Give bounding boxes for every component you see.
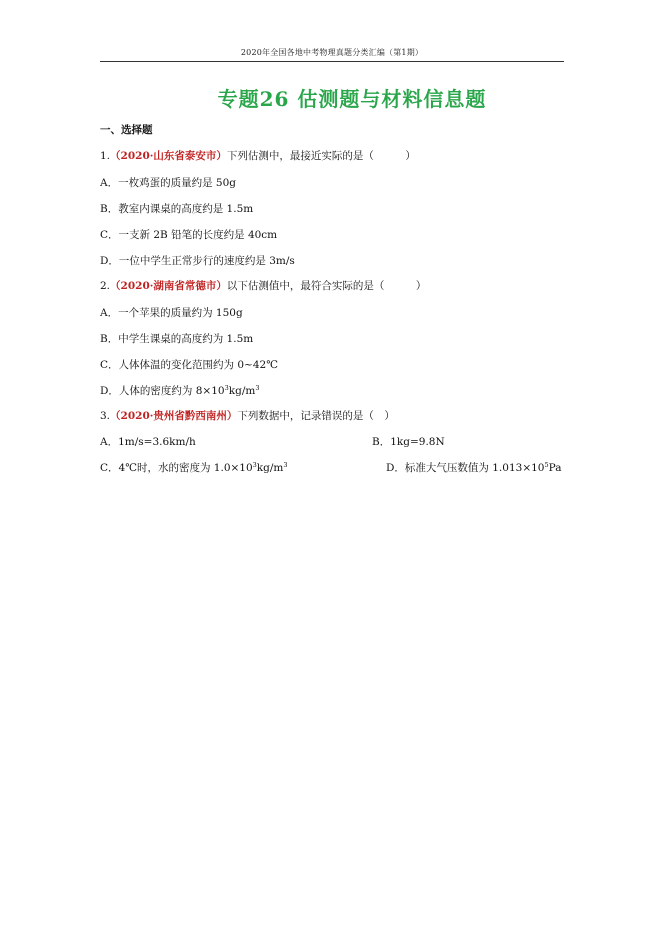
option-text: D．人体的密度约为 8×10: [100, 385, 225, 397]
q2-option-c: C．人体体温的变化范围约为 0~42℃: [100, 359, 278, 371]
question-text: 下列估测中，最接近实际的是（ ）: [226, 150, 416, 162]
q3-option-b: B．1kg=9.8N: [372, 436, 445, 448]
question-text: 以下估测值中，最符合实际的是（ ）: [226, 280, 427, 292]
page-title: 专题26 估测题与材料信息题: [217, 87, 487, 111]
superscript: 5: [544, 461, 549, 469]
question-source: （2020·山东省泰安市）: [110, 150, 227, 162]
q1-option-b: B．教室内课桌的高度约是 1.5m: [100, 203, 254, 215]
q2-option-b: B．中学生课桌的高度约为 1.5m: [100, 333, 254, 345]
q3-option-c: [100, 462, 288, 474]
question-1-stem: [100, 148, 416, 163]
superscript: 3: [255, 384, 260, 392]
q2-option-a: A．一个苹果的质量约为 150g: [100, 307, 243, 319]
q2-option-d: [100, 383, 259, 398]
section-heading: 一、选择题: [100, 124, 153, 136]
question-2-stem: [100, 278, 426, 293]
superscript: 3: [252, 461, 257, 469]
superscript: 3: [283, 461, 288, 469]
option-text: C．4℃时，水的密度为 1.0×10: [100, 462, 253, 474]
header-rule: [100, 61, 564, 62]
q3-option-a: A．1m/s=3.6km/h: [100, 436, 196, 448]
question-number: 2.: [100, 280, 111, 292]
q1-option-c: C．一支新 2B 铅笔的长度约是 40cm: [100, 229, 278, 241]
q1-option-a: A．一枚鸡蛋的质量约是 50g: [100, 177, 237, 189]
option-text: kg/m: [256, 462, 284, 474]
question-number: 1.: [100, 150, 111, 162]
q3-option-d: [386, 460, 561, 475]
superscript: 3: [224, 384, 229, 392]
running-header: 2020年全国各地中考物理真题分类汇编（第1期）: [240, 48, 424, 57]
question-text: 下列数据中，记录错误的是（ ）: [237, 410, 395, 422]
q1-option-d: D．一位中学生正常步行的速度约是 3m/s: [100, 255, 295, 267]
question-source: （2020·贵州省黔西南州）: [110, 410, 238, 422]
q3-options-row-1: [100, 434, 564, 449]
question-source: （2020·湖南省常德市）: [110, 280, 227, 292]
option-text: D．标准大气压数值为 1.013×10: [386, 462, 545, 474]
option-text: Pa: [548, 462, 562, 474]
question-number: 3.: [100, 410, 111, 422]
option-text: kg/m: [228, 385, 256, 397]
question-3-stem: [100, 408, 395, 423]
q3-options-row-2: [100, 460, 564, 475]
